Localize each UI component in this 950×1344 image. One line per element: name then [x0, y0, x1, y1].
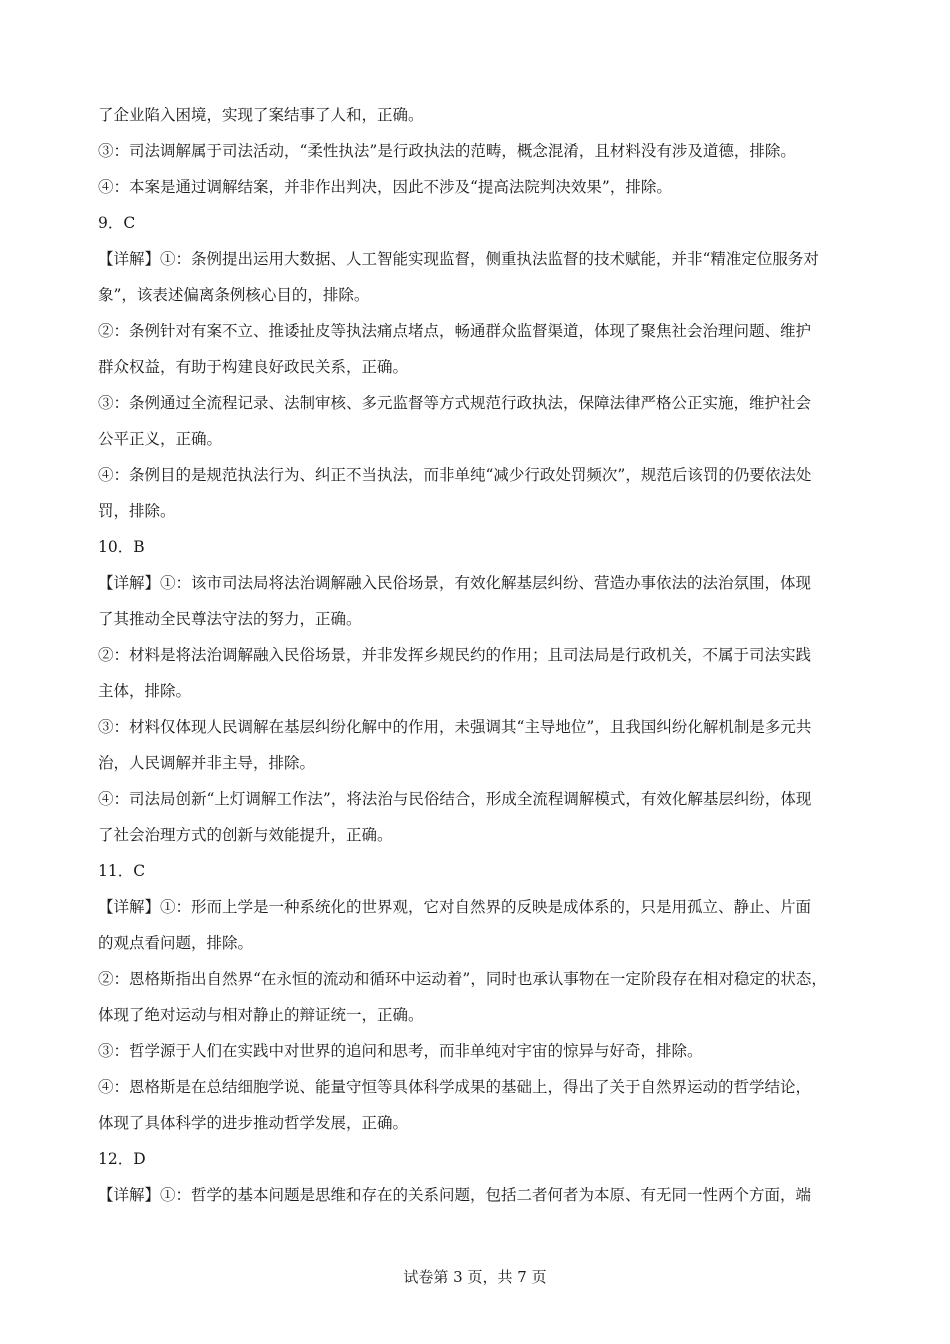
text-line: 象”，该表述偏离条例核心目的，排除。 — [98, 286, 370, 304]
text-line: 了社会治理方式的创新与效能提升，正确。 — [98, 826, 393, 844]
text-line: 了其推动全民尊法守法的努力，正确。 — [98, 610, 362, 628]
text-line: 公平正义，正确。 — [98, 430, 223, 448]
text-line: 罚，排除。 — [98, 502, 176, 520]
page-footer: 试卷第 3 页，共 7 页 — [403, 1268, 547, 1286]
text-line: ②：条例针对有案不立、推诿扯皮等执法痛点堵点，畅通群众监督渠道，体现了聚焦社会治理问题、维护 — [98, 322, 812, 340]
question-answer: 9．C — [98, 214, 136, 232]
text-line: ④：恩格斯是在总结细胞学说、能量守恒等具体科学成果的基础上，得出了关于自然界运动的哲学结论， — [98, 1078, 812, 1096]
text-line: 【详解】①：哲学的基本问题是思维和存在的关系问题，包括二者何者为本原、有无同一性两个方面，端 — [98, 1186, 812, 1204]
text-line: ③：条例通过全流程记录、法制审核、多元监督等方式规范行政执法，保障法律严格公正实施，维护社会 — [98, 394, 812, 412]
text-line: ④：条例目的是规范执法行为、纠正不当执法，而非单纯“减少行政处罚频次”，规范后该罚的仍要依法处 — [98, 466, 812, 484]
text-line: 了企业陷入困境，实现了案结事了人和，正确。 — [98, 106, 424, 124]
text-line: 治，人民调解并非主导，排除。 — [98, 754, 316, 772]
text-line: ③：哲学源于人们在实践中对世界的追问和思考，而非单纯对宇宙的惊异与好奇，排除。 — [98, 1042, 703, 1060]
text-line: 体现了具体科学的进步推动哲学发展，正确。 — [98, 1114, 409, 1132]
text-line: ④：本案是通过调解结案，并非作出判决，因此不涉及“提高法院判决效果”，排除。 — [98, 178, 672, 196]
text-line: ③：材料仅体现人民调解在基层纠纷化解中的作用，未强调其“主导地位”，且我国纠纷化解机制是多元共 — [98, 718, 812, 736]
text-line: 群众权益，有助于构建良好政民关系，正确。 — [98, 358, 409, 376]
text-line: 的观点看问题，排除。 — [98, 934, 254, 952]
text-line: ③：司法调解属于司法活动，“柔性执法”是行政执法的范畴，概念混淆，且材料没有涉及道德，排除。 — [98, 142, 796, 160]
text-line: ②：材料是将法治调解融入民俗场景，并非发挥乡规民约的作用；且司法局是行政机关，不属于司法实践 — [98, 646, 812, 664]
text-line: 体现了绝对运动与相对静止的辩证统一，正确。 — [98, 1006, 424, 1024]
text-line: ④：司法局创新“上灯调解工作法”，将法治与民俗结合，形成全流程调解模式，有效化解基层纠纷，体现 — [98, 790, 812, 808]
text-line: 【详解】①：该市司法局将法治调解融入民俗场景，有效化解基层纠纷、营造办事依法的法治氛围，体现 — [98, 574, 812, 592]
question-answer: 10．B — [98, 538, 145, 556]
text-line: 主体，排除。 — [98, 682, 192, 700]
text-line: 【详解】①：形而上学是一种系统化的世界观，它对自然界的反映是成体系的，只是用孤立、静止、片面 — [98, 898, 812, 916]
answer-explanations — [98, 97, 858, 1213]
question-answer: 11．C — [98, 862, 146, 880]
text-line: 【详解】①：条例提出运用大数据、人工智能实现监督，侧重执法监督的技术赋能，并非“精准定位服务对 — [98, 250, 819, 268]
question-answer: 12．D — [98, 1150, 146, 1168]
text-line: ②：恩格斯指出自然界“在永恒的流动和循环中运动着”，同时也承认事物在一定阶段存在相对稳定的状态， — [98, 970, 827, 988]
